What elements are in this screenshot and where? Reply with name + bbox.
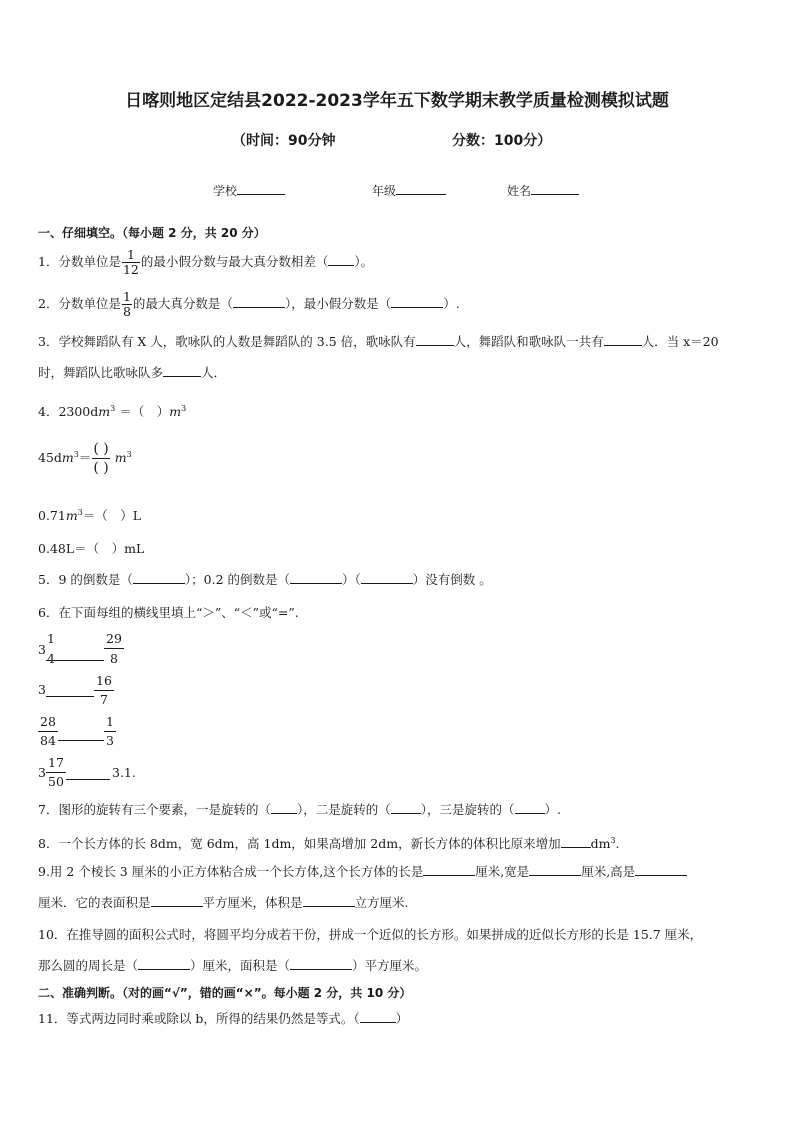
q8-text: 8．一个长方体的长 8dm，宽 6dm，高 1dm，如果高增加 2dm，新长方体的体积比原来增加	[38, 836, 561, 852]
q2-frac-num: 1	[122, 289, 131, 304]
question-6: 6．在下面每组的横线里填上“＞”、“＜”或“=”.	[38, 605, 299, 620]
q6-r2-left: 3	[38, 682, 46, 697]
q4-l3-text: 0.71	[38, 508, 66, 524]
q7-blank-3	[515, 801, 545, 814]
q6-r3-lnum: 28	[40, 714, 56, 729]
question-1	[38, 248, 373, 277]
q6-r1-whole: 3	[38, 642, 46, 657]
q6-r1-blank	[46, 660, 104, 661]
question-10-line-2	[38, 957, 427, 975]
q4-l2-frac-den: ( )	[93, 460, 109, 476]
question-8	[38, 832, 620, 853]
q1-frac-den: 12	[122, 262, 139, 277]
q6-r2-blank	[46, 696, 94, 697]
question-10-line-1: 10．在推导圆的面积公式时，将圆平均分成若干份，拼成一个近似的长方形。如果拼成的近似长方形的长是 15.7 厘米，	[38, 927, 703, 942]
q2-text-3: ），最小假分数是（	[284, 296, 392, 311]
q6-r1-num: 1	[47, 631, 55, 646]
q6-r1-rnum: 29	[106, 631, 122, 646]
q10-blank-1	[138, 957, 190, 970]
q3-text-4: 时，舞蹈队比歌咏队多	[38, 365, 164, 380]
q11-text: 11．等式两边同时乘或除以 b，所得的结果仍然是等式。（	[38, 1011, 360, 1026]
q6-r3-rnum: 1	[106, 714, 114, 729]
q2-frac-den: 8	[122, 304, 131, 319]
q5-text-2: ）；0.2 的倒数是（	[184, 572, 290, 587]
q9-blank-5	[303, 894, 355, 907]
q3-blank-3	[163, 364, 201, 377]
q9-blank-2	[529, 863, 581, 876]
q9-text-6: 立方厘米.	[354, 895, 409, 910]
q4-l2-sup: 3	[73, 449, 79, 459]
q10-text-2: 那么圆的周长是（	[38, 958, 139, 973]
q5-text-4: ）没有倒数 。	[412, 572, 492, 587]
q4-l2-sup-2: 3	[126, 449, 132, 459]
q3-text-2: 人，舞蹈队和歌咏队一共有	[453, 334, 604, 349]
name-blank	[531, 182, 579, 195]
question-11	[38, 1010, 408, 1028]
q7-text-3: ），三是旋转的（	[420, 802, 515, 817]
q9-text-4: 厘米．它的表面积是	[38, 895, 151, 910]
q6-r3-rbar	[104, 731, 116, 732]
question-4-line-1	[38, 400, 186, 421]
grade-field	[372, 182, 446, 199]
q4-l1-text-2: ＝（ ）	[119, 404, 170, 420]
page-title: 日喀则地区定结县2022-2023学年五下数学期末教学质量检测模拟试题	[125, 91, 669, 111]
q1-frac-num: 1	[122, 248, 140, 263]
q6-r1-den: 4	[47, 651, 55, 666]
q6-r4-blank	[66, 779, 110, 780]
q4-l3-text-2: ＝（ ）L	[82, 508, 142, 524]
q4-l3-sup: 3	[77, 508, 83, 517]
q3-blank-1	[416, 333, 454, 346]
q11-text-2: ）	[395, 1011, 409, 1026]
q2-fraction	[122, 290, 132, 319]
q5-blank-1	[133, 571, 185, 584]
q4-l2-text: 45d	[38, 450, 62, 465]
q9-text-3: 厘米,高是	[581, 864, 636, 879]
question-9-line-2	[38, 894, 409, 912]
q6-r1-rbar	[104, 648, 124, 649]
q4-l2-fraction	[92, 440, 109, 477]
q4-l1-text: 4．2300d	[38, 404, 99, 420]
grade-label: 年级	[372, 184, 397, 198]
q7-blank-2	[391, 801, 421, 814]
q10-text-3: ）厘米，面积是（	[190, 958, 291, 973]
q4-l2-unit: m	[61, 450, 74, 465]
q2-text-4: ）.	[443, 296, 460, 311]
q10-blank-2	[290, 957, 352, 970]
q10-text-4: ）平方厘米。	[352, 958, 428, 973]
grade-blank	[396, 182, 446, 195]
section-2-heading: 二、准确判断。（对的画“√”，错的画“×”。每小题 2 分，共 10 分）	[38, 986, 412, 1000]
q6-r4-right: 3.1.	[112, 765, 136, 780]
q1-text-2: 的最小假分数与最大真分数相差（	[140, 254, 329, 269]
q4-l3-unit: m	[65, 508, 78, 524]
q6-r2-rden: 7	[100, 692, 108, 707]
q8-sup: 3	[610, 836, 616, 845]
q2-text-2: 的最大真分数是（	[132, 296, 233, 311]
score-label: 分数：100分）	[452, 133, 552, 149]
q6-r1-rden: 8	[110, 651, 118, 666]
q6-r4-whole: 3	[38, 765, 46, 780]
name-label: 姓名	[507, 184, 532, 198]
question-3-line-2	[38, 364, 226, 382]
question-9-line-1	[38, 863, 687, 881]
school-blank	[237, 182, 285, 195]
q6-r2-rnum: 16	[96, 673, 112, 688]
time-label: （时间：90分钟	[232, 133, 336, 149]
q3-text-5: 人．	[201, 365, 227, 380]
q4-l2-unit-2: m	[114, 450, 127, 465]
q6-r3-lden: 84	[40, 733, 56, 748]
q6-r4-bar	[46, 772, 66, 773]
q6-r2-rbar	[94, 690, 114, 691]
name-field	[507, 182, 579, 199]
q3-text: 3．学校舞蹈队有 X 人，歌咏队的人数是舞蹈队的 3.5 倍，歌咏队有	[38, 334, 416, 349]
q5-text: 5．9 的倒数是（	[38, 572, 133, 587]
section-1-heading: 一、仔细填空。（每小题 2 分，共 20 分）	[38, 226, 266, 240]
q4-l1-sup-2: 3	[181, 404, 187, 413]
question-3-line-1	[38, 333, 719, 351]
q8-unit: dm	[590, 836, 611, 852]
question-7	[38, 801, 561, 819]
question-4-line-2	[38, 440, 132, 477]
q1-fraction	[122, 248, 140, 277]
q7-text-4: ）.	[544, 802, 561, 817]
q4-l1-unit-2: m	[169, 404, 182, 420]
school-label: 学校	[213, 184, 238, 198]
q3-text-3: 人．当 x＝20	[641, 334, 719, 349]
q1-text-3: ）。	[354, 254, 374, 269]
q4-l1-unit: m	[98, 404, 111, 420]
q4-l1-sup: 3	[110, 404, 116, 413]
q2-blank-1	[233, 295, 285, 308]
q6-r4-num: 17	[48, 755, 64, 770]
q4-l2-frac-num: ( )	[93, 441, 109, 457]
q9-text-2: 厘米,宽是	[475, 864, 530, 879]
school-field	[213, 182, 285, 199]
q8-blank	[561, 835, 591, 848]
q9-blank-1	[423, 863, 475, 876]
q9-text: 9.用 2 个棱长 3 厘米的小正方体粘合成一个长方体,这个长方体的长是	[38, 864, 424, 879]
q9-blank-3	[635, 863, 687, 876]
q5-text-3: ）（	[342, 572, 361, 587]
q3-blank-2	[604, 333, 642, 346]
question-4-line-4: 0.48L＝（ ）mL	[38, 541, 145, 556]
q5-blank-2	[290, 571, 342, 584]
q8-text-2: .	[615, 836, 620, 852]
q6-r4-den: 50	[48, 774, 64, 789]
q9-text-5: 平方厘米，体积是	[202, 895, 303, 910]
q2-text: 2．分数单位是	[38, 296, 121, 311]
q2-blank-2	[391, 295, 443, 308]
q7-text: 7．图形的旋转有三个要素，一是旋转的（	[38, 802, 271, 817]
q7-blank-1	[271, 801, 297, 814]
q6-r3-rden: 3	[106, 733, 114, 748]
question-4-line-3	[38, 504, 141, 525]
q1-text: 1．分数单位是	[38, 254, 121, 269]
q6-r3-lbar	[38, 731, 58, 732]
question-5	[38, 571, 492, 589]
q6-r3-blank	[58, 740, 104, 741]
q1-blank	[328, 253, 354, 266]
q11-blank	[360, 1010, 396, 1023]
question-2	[38, 290, 460, 319]
q5-blank-3	[361, 571, 413, 584]
q4-l2-eq: ＝	[78, 450, 92, 465]
q7-text-2: ），二是旋转的（	[296, 802, 391, 817]
q9-blank-4	[151, 894, 203, 907]
